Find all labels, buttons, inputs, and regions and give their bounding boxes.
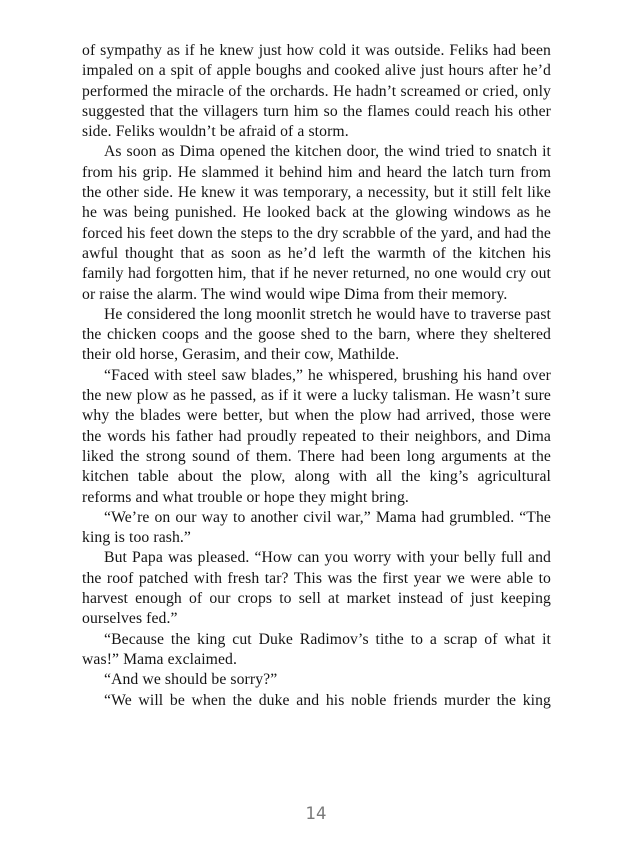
- paragraph: “Faced with steel saw blades,” he whispered, brushing his hand over the new plow as he passed, as if it were a lucky talisman. He wasn’t sure why the blades were better, but when the plow had arrived, those were the words his father had proudly repeated to their neighbors, and Dima liked the strong sound of them. There had been long arguments at the kitchen table about the plow, along with all the king’s agricultural reforms and what trouble or hope they might bring.: [82, 366, 551, 506]
- paragraph: He considered the long moonlit stretch he would have to traverse past the chicken coops and the goose shed to the barn, where they sheltered their old horse, Gerasim, and their cow, Mathilde.: [82, 305, 551, 364]
- page-text: [82, 41, 551, 711]
- page-footer: [0, 804, 632, 824]
- paragraph: “And we should be sorry?”: [104, 671, 278, 689]
- paragraph: of sympathy as if he knew just how cold it was outside. Feliks had been impaled on a spit of apple boughs and cooked alive just hours after he’d performed the miracle of the orchards. He hadn’t screamed or cried, only suggested that the villagers turn him so the flames could reach his other side. Feliks wouldn’t be afraid of a storm.: [82, 42, 551, 141]
- page-number: 14: [305, 804, 327, 823]
- paragraph: As soon as Dima opened the kitchen door, the wind tried to snatch it from his grip. He slammed it behind him and heard the latch turn from the other side. He knew it was temporary, a necessity, but it still felt like he was being punished. He looked back at the glowing windows as he forced his feet down the steps to the dry scrabble of the yard, and had the awful thought that as soon as he’d left the warmth of the kitchen his family had forgotten him, that if he never returned, no one would cry out or raise the alarm. The wind would wipe Dima from their memory.: [82, 143, 551, 303]
- paragraph: But Papa was pleased. “How can you worry with your belly full and the roof patched with fresh tar? This was the first year we were able to harvest enough of our crops to sell at market instead of just keeping ourselves fed.”: [82, 549, 551, 628]
- paragraph: “We will be when the duke and his noble friends murder the king: [104, 691, 551, 709]
- paragraph: “Because the king cut Duke Radimov’s tithe to a scrap of what it was!” Mama exclaimed.: [82, 630, 551, 668]
- paragraph: “We’re on our way to another civil war,” Mama had grumbled. “The king is too rash.”: [82, 508, 551, 547]
